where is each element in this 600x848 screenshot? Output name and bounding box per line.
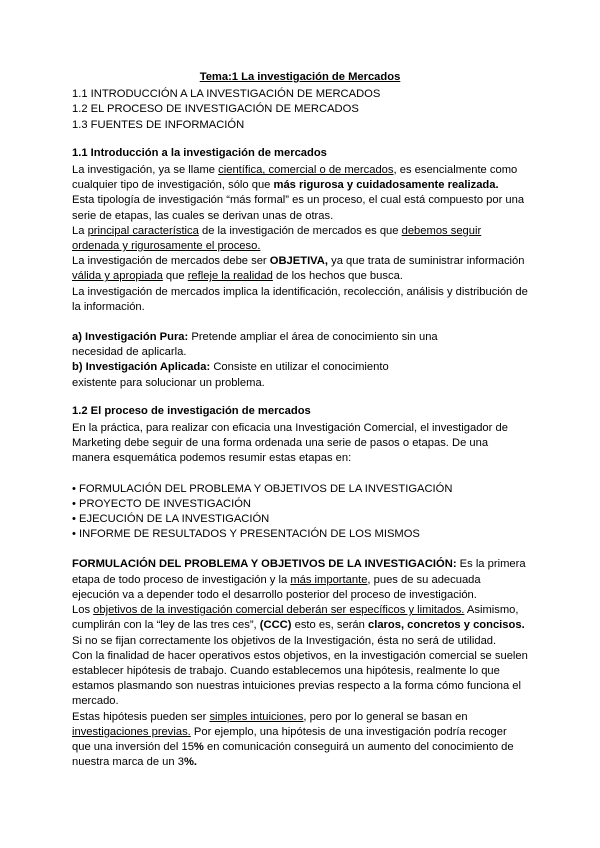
formulacion-paragraph: FORMULACIÓN DEL PROBLEMA Y OBJETIVOS DE LA INVESTIGACIÓN: Es la primera etapa de todo proceso de investigación y la más importante, pues de su adecuada ejecución va a depender todo el desarrollo posterior del proceso de investigación.: [72, 558, 526, 601]
list-item: • EJECUCIÓN DE LA INVESTIGACIÓN: [72, 513, 270, 526]
hipotesis-paragraph: Con la finalidad de hacer operativos estos objetivos, en la investigación comercial se suelen establecer hipótesis de trabajo. Cuando establecemos una hipótesis, realmente lo que estamos plasmando son nuestras intuiciones previas respecto a la forma cómo funciona el mercado.: [72, 649, 528, 708]
s1-paragraph-1: La investigación, ya se llame científica, comercial o de mercados, es esencialmente como cualquier tipo de investigación, sólo que más rigurosa y cuidadosamente realizada.: [72, 164, 518, 192]
document-title: Tema:1 La investigación de Mercados: [199, 71, 401, 83]
toc-item-2: 1.2 EL PROCESO DE INVESTIGACIÓN DE MERCADOS: [72, 103, 359, 116]
s1-paragraph-5: La investigación de mercados implica la identificación, recolección, análisis y distribución de la información.: [72, 285, 528, 313]
investigacion-aplicada: b) Investigación Aplicada: Consiste en utilizar el conocimiento existente para solucionar un problema.: [72, 361, 389, 389]
toc-item-3: 1.3 FUENTES DE INFORMACIÓN: [72, 118, 245, 131]
s1-paragraph-4: La investigación de mercados debe ser OBJETIVA, ya que trata de suministrar información válida y apropiada que refleje la realidad de los hechos que busca.: [72, 255, 525, 283]
s1-paragraph-3: La principal característica de la investigación de mercados es que debemos seguir ordenada y rigurosamente el proceso.: [72, 224, 482, 253]
document-page: [72, 70, 528, 770]
s2-intro: En la práctica, para realizar con eficacia una Investigación Comercial, el investigador de Marketing debe seguir de una forma ordenada una serie de pasos o etapas. De una manera esquemática podemos resumir estas etapas en:: [72, 422, 508, 465]
objetivos-paragraph: Los objetivos de la investigación comercial deberán ser específicos y limitados. Asimismo, cumplirán con la “ley de las tres ces”, (CCC) esto es, serán claros, concretos y concisos. Si no se fijan correctamente los objetivos de la Investigación, ésta no será de utilidad.: [72, 604, 525, 647]
section-2-heading: 1.2 El proceso de investigación de mercados: [72, 404, 311, 417]
list-item: • FORMULACIÓN DEL PROBLEMA Y OBJETIVOS DE LA INVESTIGACIÓN: [72, 482, 453, 495]
ejemplo-paragraph: Estas hipótesis pueden ser simples intuiciones, pero por lo general se basan en investigaciones previas. Por ejemplo, una hipótesis de una investigación podría recoger que una inversión del 15% en comunicación conseguirá un aumento del conocimiento de nuestra marca de un 3%.: [72, 710, 514, 769]
stages-list: [72, 482, 528, 543]
list-item: • PROYECTO DE INVESTIGACIÓN: [72, 497, 252, 510]
s1-paragraph-2: Esta tipología de investigación “más formal” es un proceso, el cual está compuesto por una serie de etapas, las cuales se derivan unas de otras.: [72, 194, 525, 222]
toc-item-1: 1.1 INTRODUCCIÓN A LA INVESTIGACIÓN DE MERCADOS: [72, 88, 381, 101]
investigacion-pura: a) Investigación Pura: Pretende ampliar el área de conocimiento sin una necesidad de aplicarla.: [72, 331, 438, 359]
list-item: • INFORME DE RESULTADOS Y PRESENTACIÓN DE LOS MISMOS: [72, 528, 420, 541]
section-1-heading: 1.1 Introducción a la investigación de mercados: [72, 146, 327, 159]
